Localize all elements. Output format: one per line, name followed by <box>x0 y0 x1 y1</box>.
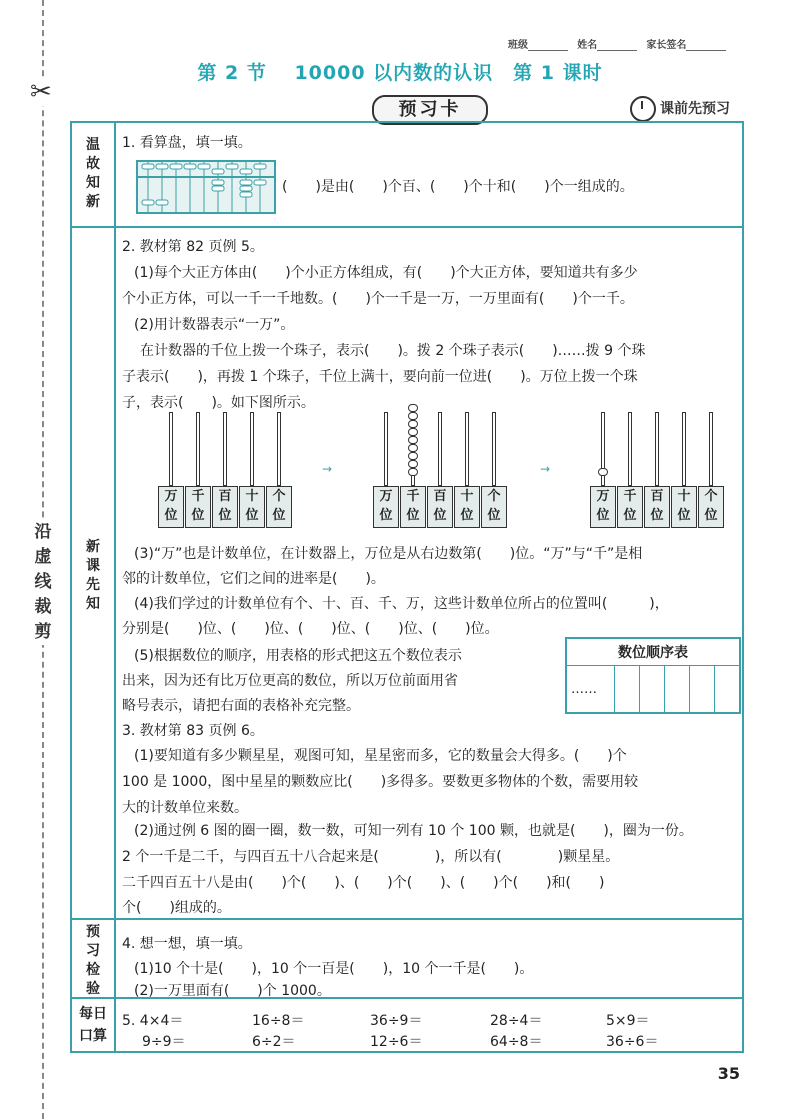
counter-bead <box>408 452 418 460</box>
parent-sign-label: 家长签名 <box>646 40 687 51</box>
section-char: 先 <box>86 577 100 593</box>
counter-rod <box>169 412 173 486</box>
math-item: 28÷4＝ <box>490 1013 543 1029</box>
arrow-icon: → <box>322 462 333 476</box>
math-item: 5. 4×4＝ <box>122 1013 184 1029</box>
q3-line: (1)要知道有多少颗星星，观图可知，星星密而多，它的数量会大得多。( )个 <box>134 748 627 764</box>
counter-rod <box>655 412 659 486</box>
q4-line: (2)一万里面有( )个 1000。 <box>134 983 331 999</box>
section-check <box>72 923 114 999</box>
counter-rod <box>709 412 713 486</box>
section-char: 验 <box>86 981 100 997</box>
abacus-image <box>136 160 276 214</box>
section-char: 预 <box>86 924 100 940</box>
class-field[interactable] <box>528 40 568 51</box>
counter-place-label: 万 位 <box>373 486 399 528</box>
q2-line: 子，表示( )。如下图所示。 <box>122 395 315 411</box>
counter-bead <box>408 436 418 444</box>
counter-rod <box>223 412 227 486</box>
section-char: 口算 <box>79 1028 107 1044</box>
q3-line: 个( )组成的。 <box>122 900 231 916</box>
section-divider <box>114 121 116 1053</box>
counter-bead <box>408 444 418 452</box>
student-meta <box>508 36 732 51</box>
scissors-icon: ✂ <box>30 77 52 107</box>
q3-line: 大的计数单位来数。 <box>122 800 248 816</box>
q2-line: 略号表示，请把右面的表格补充完整。 <box>122 698 360 714</box>
counter-place-label: 百 位 <box>212 486 238 528</box>
cut-char: 沿 <box>34 522 52 542</box>
counter-place-label: 万 位 <box>158 486 184 528</box>
q1-heading: 1. 看算盘，填一填。 <box>122 135 252 151</box>
parent-sign-field[interactable] <box>686 40 726 51</box>
counter-bead <box>408 428 418 436</box>
counter-place-label: 十 位 <box>671 486 697 528</box>
counter-rod <box>196 412 200 486</box>
section-char: 知 <box>86 596 100 612</box>
alarm-clock-icon <box>630 96 656 122</box>
math-item: 5×9＝ <box>606 1013 650 1029</box>
section-char: 每日 <box>79 1006 107 1022</box>
page-number: 35 <box>717 1064 740 1083</box>
page-title: 第 2 节 10000 以内数的认识 第 1 课时 <box>197 62 603 84</box>
math-item: 36÷6＝ <box>606 1034 659 1050</box>
table-cell[interactable] <box>715 666 741 714</box>
place-value-table <box>565 637 741 714</box>
cut-char: 虚 <box>34 547 52 567</box>
counter-place-label: 十 位 <box>454 486 480 528</box>
counter-bead <box>408 412 418 420</box>
q3-line: 100 是 1000，图中星星的颗数应比( )多得多。要数更多物体的个数，需要用较 <box>122 774 639 790</box>
class-label: 班级 <box>508 40 528 51</box>
row-divider <box>70 226 744 228</box>
counter-rod <box>465 412 469 486</box>
q3-line: (2)通过例 6 图的圈一圈，数一数，可知一列有 10 个 100 颗，也就是( )，圈为一份。 <box>134 823 693 839</box>
section-char: 新 <box>86 194 100 210</box>
q2-line: 在计数器的千位上拨一个珠子，表示( )。拨 2 个珠子表示( )……拨 9 个珠 <box>140 343 646 359</box>
row-divider <box>70 918 744 920</box>
counter-bead <box>408 404 418 412</box>
section-char: 故 <box>86 156 100 172</box>
counter-rod <box>438 412 442 486</box>
q3-line: 3. 教材第 83 页例 6。 <box>122 723 264 739</box>
q4-line: (1)10 个十是( )，10 个一百是( )，10 个一千是( )。 <box>134 961 534 977</box>
q2-line: 邻的计数单位，它们之间的进率是( )。 <box>122 571 385 587</box>
counter-rod <box>250 412 254 486</box>
counter-place-label: 千 位 <box>185 486 211 528</box>
q2-line: 分别是( )位、( )位、( )位、( )位、( )位。 <box>122 621 499 637</box>
cut-char: 线 <box>34 572 52 592</box>
counter-rod <box>682 412 686 486</box>
math-item: 12÷6＝ <box>370 1034 423 1050</box>
section-char: 温 <box>86 137 100 153</box>
q2-line: (4)我们学过的计数单位有个、十、百、千、万，这些计数单位所占的位置叫( )， <box>134 596 669 612</box>
name-label: 姓名 <box>577 40 598 51</box>
q2-line: 2. 教材第 82 页例 5。 <box>122 239 264 255</box>
section-review <box>72 136 114 212</box>
counter-place-label: 十 位 <box>239 486 265 528</box>
counter-place-label: 个 位 <box>266 486 292 528</box>
counter-place-label: 万 位 <box>590 486 616 528</box>
q2-line: (5)根据数位的顺序，用表格的形式把这五个数位表示 <box>134 648 462 664</box>
table-cell[interactable] <box>665 666 690 714</box>
arrow-icon: → <box>540 462 551 476</box>
q2-line: (2)用计数器表示“一万”。 <box>134 317 295 333</box>
counter-rod <box>277 412 281 486</box>
section-char: 习 <box>86 943 100 959</box>
counter-rod <box>628 412 632 486</box>
counter-bead <box>598 468 608 476</box>
section-char: 检 <box>86 962 100 978</box>
table-ellipsis: …… <box>566 666 615 714</box>
name-field[interactable] <box>597 40 637 51</box>
section-new <box>72 538 114 614</box>
q3-line: 2 个一千是二千，与四百五十八合起来是( )，所以有( )颗星星。 <box>122 849 620 865</box>
q4-line: 4. 想一想，填一填。 <box>122 936 252 952</box>
preview-label: 课前先预习 <box>660 101 730 117</box>
table-cell[interactable] <box>640 666 665 714</box>
q1-text: ( )是由( )个百、( )个十和( )个一组成的。 <box>282 179 634 195</box>
counter-bead <box>408 460 418 468</box>
cut-char: 剪 <box>34 622 52 642</box>
counter-bead <box>408 420 418 428</box>
table-title: 数位顺序表 <box>566 638 740 666</box>
math-item: 9÷9＝ <box>142 1034 186 1050</box>
q2-line: (1)每个大正方体由( )个小正方体组成，有( )个大正方体，要知道共有多少 <box>134 265 638 281</box>
counter-bead <box>408 468 418 476</box>
q2-line: 个小正方体，可以一千一千地数。( )个一千是一万，一万里面有( )个一千。 <box>122 291 634 307</box>
table-cell[interactable] <box>615 666 640 714</box>
q3-line: 二千四百五十八是由( )个( )、( )个( )、( )个( )和( ) <box>122 875 605 891</box>
section-char: 课 <box>86 558 100 574</box>
counter-place-label: 千 位 <box>400 486 426 528</box>
table-cell[interactable] <box>690 666 715 714</box>
counter-place-label: 百 位 <box>644 486 670 528</box>
counter-place-label: 百 位 <box>427 486 453 528</box>
math-item: 64÷8＝ <box>490 1034 543 1050</box>
math-item: 16÷8＝ <box>252 1013 305 1029</box>
q2-line: 子表示( )，再拨 1 个珠子，千位上满十，要向前一位进( )。万位上拨一个珠 <box>122 369 638 385</box>
counter-place-label: 千 位 <box>617 486 643 528</box>
section-char: 知 <box>86 175 100 191</box>
q2-line: (3)“万”也是计数单位，在计数器上，万位是从右边数第( )位。“万”与“千”是相 <box>134 546 643 562</box>
cut-label <box>34 520 52 645</box>
math-item: 36÷9＝ <box>370 1013 423 1029</box>
section-daily <box>72 1003 114 1047</box>
counter-rod <box>492 412 496 486</box>
card-title: 预习卡 <box>372 95 488 125</box>
counter-rod <box>384 412 388 486</box>
section-char: 新 <box>86 539 100 555</box>
preview-badge <box>630 96 730 122</box>
q2-line: 出来，因为还有比万位更高的数位，所以万位前面用省 <box>122 673 458 689</box>
cut-char: 裁 <box>34 597 52 617</box>
counter-place-label: 个 位 <box>698 486 724 528</box>
math-item: 6÷2＝ <box>252 1034 296 1050</box>
counter-place-label: 个 位 <box>481 486 507 528</box>
